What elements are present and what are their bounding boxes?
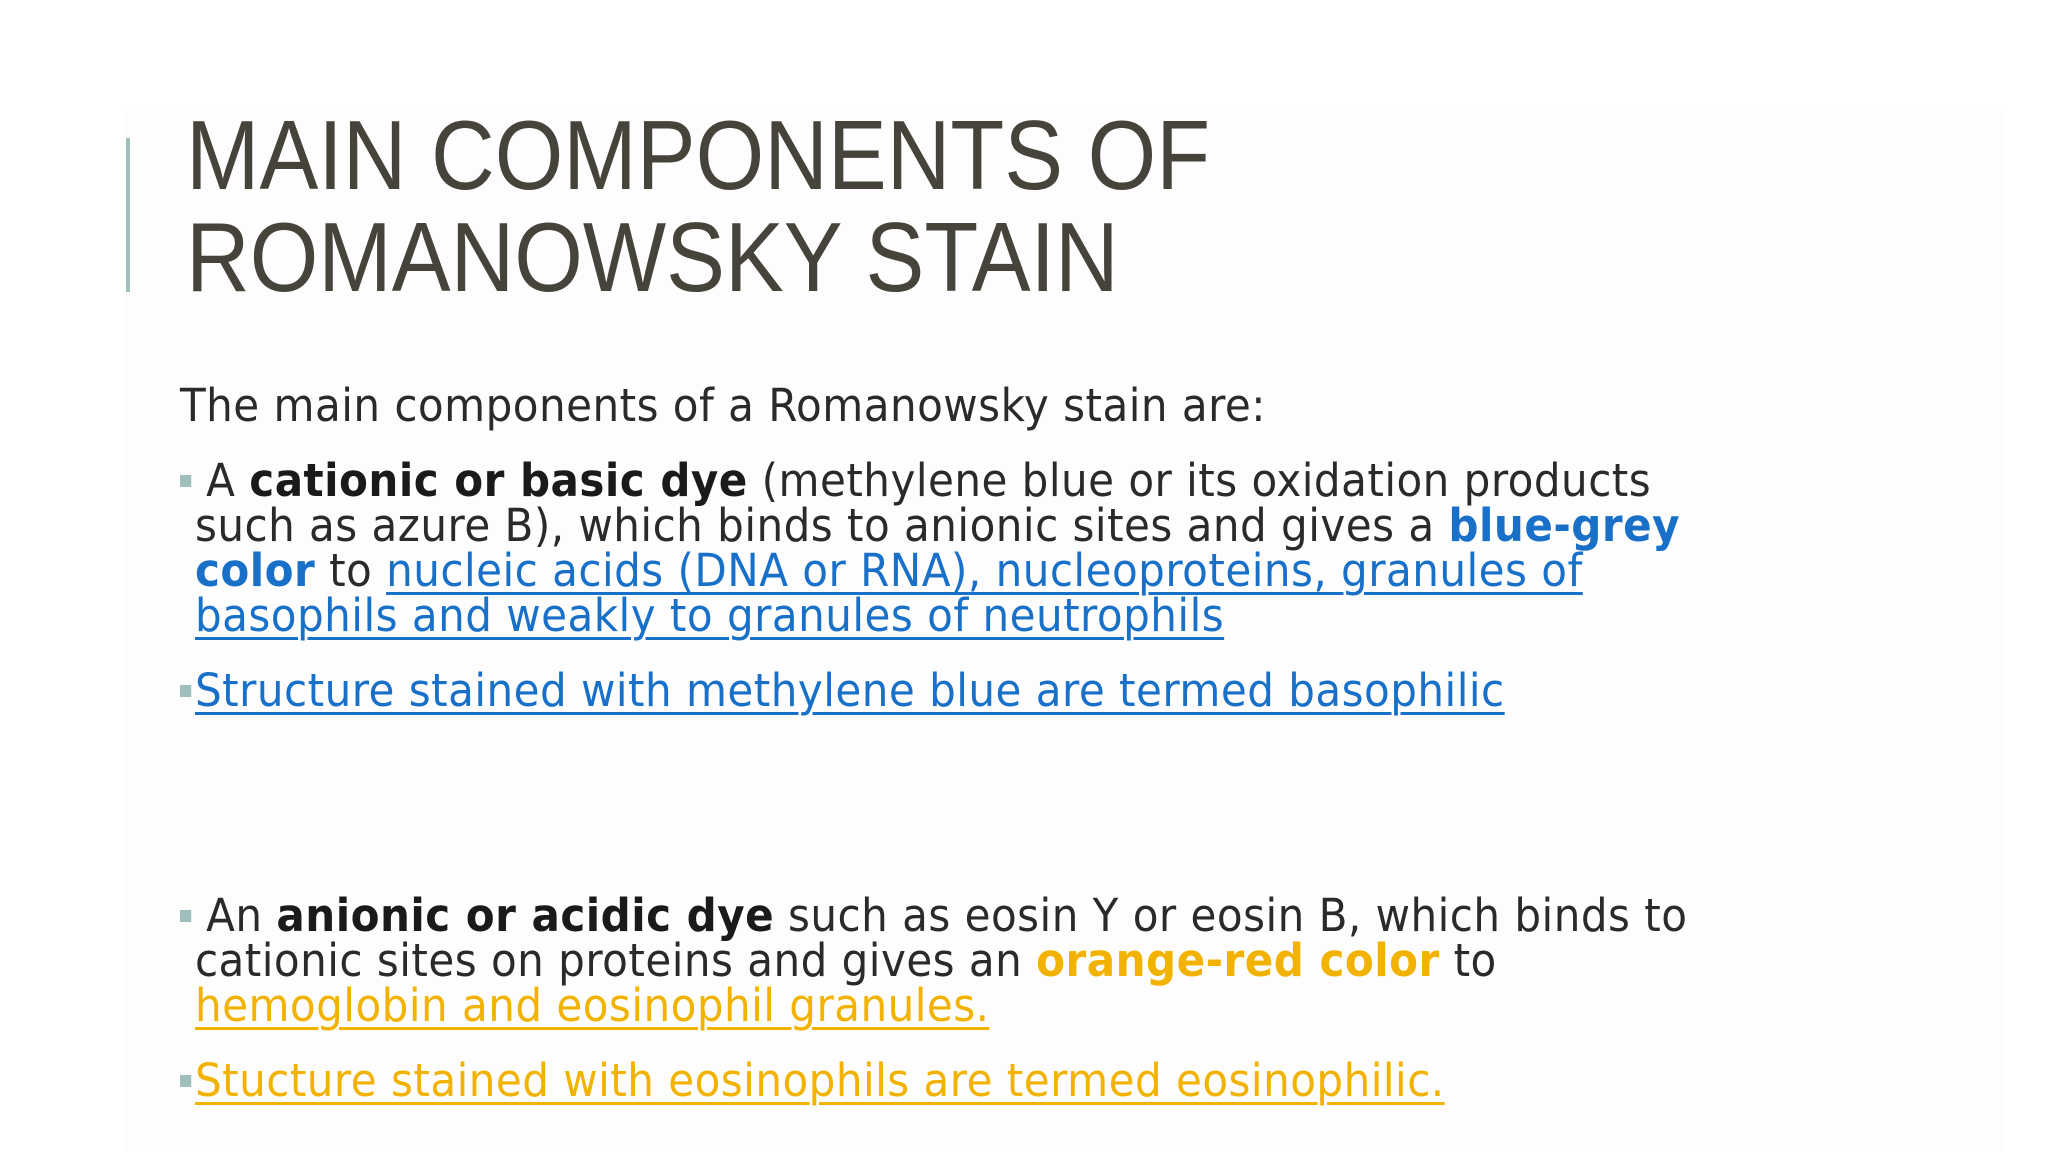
bullet-square-icon [180, 685, 191, 697]
orange-red-term: orange-red color [1036, 934, 1440, 987]
bullet-anionic-line-3 [180, 979, 1687, 1032]
title-line-2: ROMANOWSKY STAIN [186, 202, 1119, 312]
bullet-anionic-line-2 [180, 934, 1687, 987]
bullet-anionic-line-1 [180, 889, 1688, 942]
bullet-eosinophilic [180, 1054, 1445, 1107]
bullet-anionic-text-1: such as eosin Y or eosin B, which binds to [788, 889, 1688, 942]
blue-grey-term: blue-grey [1448, 499, 1680, 552]
bullet-square-icon [180, 1075, 191, 1087]
eosinophilic-link[interactable]: Stucture stained with eosinophils are termed eosinophilic. [194, 1054, 1445, 1107]
cationic-dye-term: cationic or basic dye [249, 454, 748, 507]
bullet-cationic-line-4 [180, 589, 1680, 642]
bullet-cationic-dye [180, 454, 1680, 642]
color-term: color [194, 544, 316, 597]
hemoglobin-link[interactable]: hemoglobin and eosinophil granules. [194, 979, 990, 1032]
bullet-cationic-line-3 [180, 544, 1680, 597]
anionic-dye-term: anionic or acidic dye [276, 889, 775, 942]
bullet-anionic-text-2: cationic sites on proteins and gives an [194, 934, 1023, 987]
title-line-1: MAIN COMPONENTS OF [186, 100, 1211, 210]
bullet-cationic-line-2 [180, 499, 1680, 552]
bullet-anionic-prefix: An [206, 889, 263, 942]
intro-text: The main components of a Romanowsky stain are: [180, 379, 1266, 432]
slide-title [186, 100, 1211, 312]
bullet-cationic-to: to [329, 544, 373, 597]
bullet-cationic-text-2: such as azure B), which binds to anionic sites and gives a [194, 499, 1435, 552]
bullet-anionic-dye [180, 889, 1688, 1032]
bullet-cationic-line-1 [180, 454, 1680, 507]
bullet-basophilic [180, 664, 1505, 717]
title-accent-bar [126, 138, 130, 292]
bullet-cationic-prefix: A [206, 454, 236, 507]
nucleic-acids-link-line-1[interactable]: nucleic acids (DNA or RNA), nucleoproteins, granules of [386, 544, 1583, 597]
bullet-cationic-text-1: (methylene blue or its oxidation products [761, 454, 1652, 507]
nucleic-acids-link-line-2[interactable]: basophils and weakly to granules of neutrophils [194, 589, 1225, 642]
bullet-anionic-to: to [1453, 934, 1497, 987]
bullet-square-icon [180, 910, 191, 922]
basophilic-link[interactable]: Structure stained with methylene blue are termed basophilic [194, 664, 1505, 717]
bullet-square-icon [180, 475, 191, 487]
